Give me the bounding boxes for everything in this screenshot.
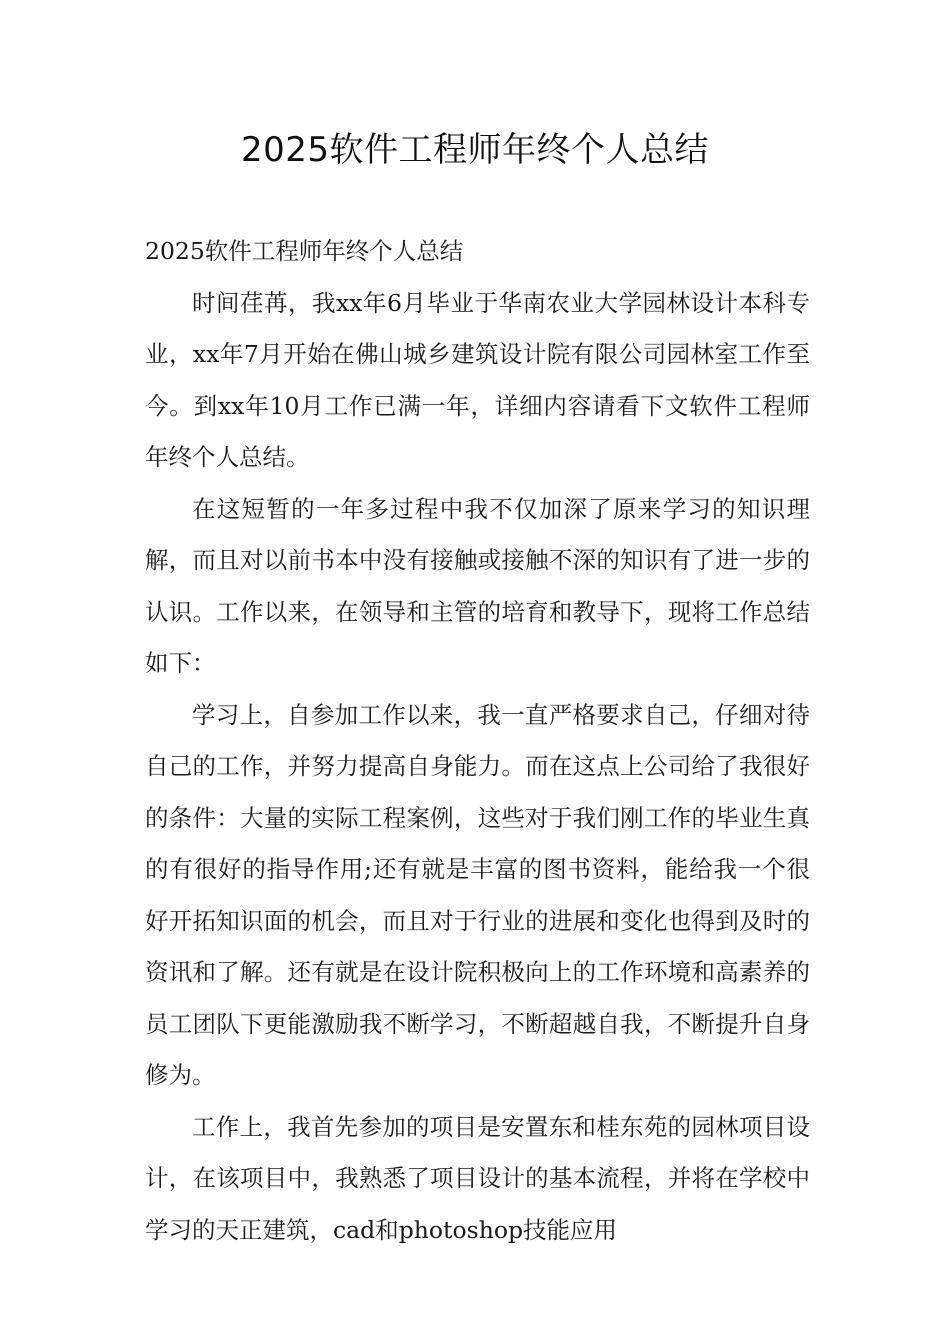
document-body bbox=[145, 226, 810, 1256]
document-subtitle: 2025软件工程师年终个人总结 bbox=[145, 237, 464, 265]
paragraph: 在这短暂的一年多过程中我不仅加深了原来学习的知识理解，而且对以前书本中没有接触或接触不深的知识有了进一步的认识。工作以来，在领导和主管的培育和教导下，现将工作总结如下： bbox=[145, 494, 810, 677]
paragraph: 学习上，自参加工作以来，我一直严格要求自己，仔细对待自己的工作，并努力提高自身能力。而在这点上公司给了我很好的条件：大量的实际工程案例，这些对于我们刚工作的毕业生真的有很好的指导作用;还有就是丰富的图书资料，能给我一个很好开拓知识面的机会，而且对于行业的进展和变化也得到及时的资讯和了解。还有就是在设计院积极向上的工作环境和高素养的员工团队下更能激励我不断学习，不断超越自我，不断提升自身修为。 bbox=[145, 700, 810, 1089]
paragraph: 时间荏苒，我xx年6月毕业于华南农业大学园林设计本科专业，xx年7月开始在佛山城乡建筑设计院有限公司园林室工作至今。到xx年10月工作已满一年，详细内容请看下文软件工程师年终个人总结。 bbox=[145, 288, 810, 471]
document-title: 2025软件工程师年终个人总结 bbox=[240, 130, 710, 170]
paragraph: 工作上，我首先参加的项目是安置东和桂东苑的园林项目设计，在该项目中，我熟悉了项目设计的基本流程，并将在学校中学习的天正建筑，cad和photoshop技能应用 bbox=[145, 1112, 810, 1244]
